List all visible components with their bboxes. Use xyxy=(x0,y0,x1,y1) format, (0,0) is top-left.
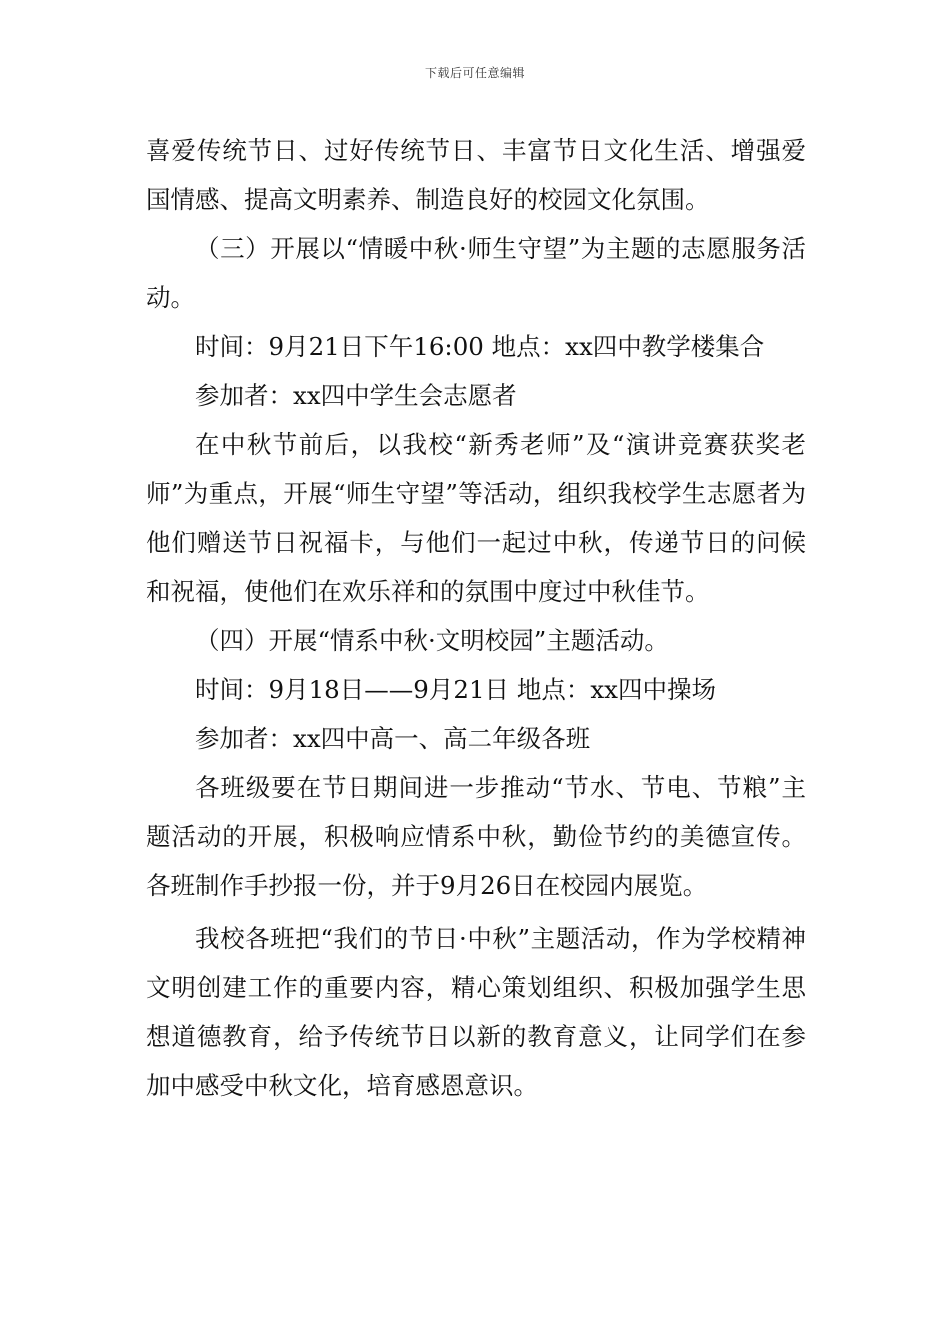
time-location-3: 时间：9月21日下午16:00 地点：xx四中教学楼集合 xyxy=(195,332,765,361)
participants-4: 参加者：xx四中高一、高二年级各班 xyxy=(195,724,591,753)
document-body xyxy=(146,126,806,1110)
section-heading-3: （三）开展以“情暖中秋·师生守望”为主题的志愿服务活动。 xyxy=(146,234,806,312)
time-location-4: 时间：9月18日——9月21日 地点：xx四中操场 xyxy=(195,675,716,704)
participants-3: 参加者：xx四中学生会志愿者 xyxy=(195,381,517,410)
page-header: 下载后可任意编辑 xyxy=(424,66,525,80)
description-4: 各班级要在节日期间进一步推动“节水、节电、节粮”主题活动的开展，积极响应情系中秋，勤俭节约的美德宣传。各班制作手抄报一份，并于9月26日在校园内展览。 xyxy=(146,773,806,900)
conclusion-paragraph: 我校各班把“我们的节日·中秋”主题活动，作为学校精神文明创建工作的重要内容，精心策划组织、积极加强学生思想道德教育，给予传统节日以新的教育意义，让同学们在参加中感受中秋文化，培育感恩意识。 xyxy=(146,924,806,1100)
section-heading-4: （四）开展“情系中秋·文明校园”主题活动。 xyxy=(195,626,669,655)
description-3: 在中秋节前后，以我校“新秀老师”及“演讲竞赛获奖老师”为重点，开展“师生守望”等活动，组织我校学生志愿者为他们赠送节日祝福卡，与他们一起过中秋，传递节日的问候和祝福，使他们在欢乐祥和的氛围中度过中秋佳节。 xyxy=(146,430,806,606)
paragraph-continuation: 喜爱传统节日、过好传统节日、丰富节日文化生活、增强爱国情感、提高文明素养、制造良好的校园文化氛围。 xyxy=(146,136,806,214)
